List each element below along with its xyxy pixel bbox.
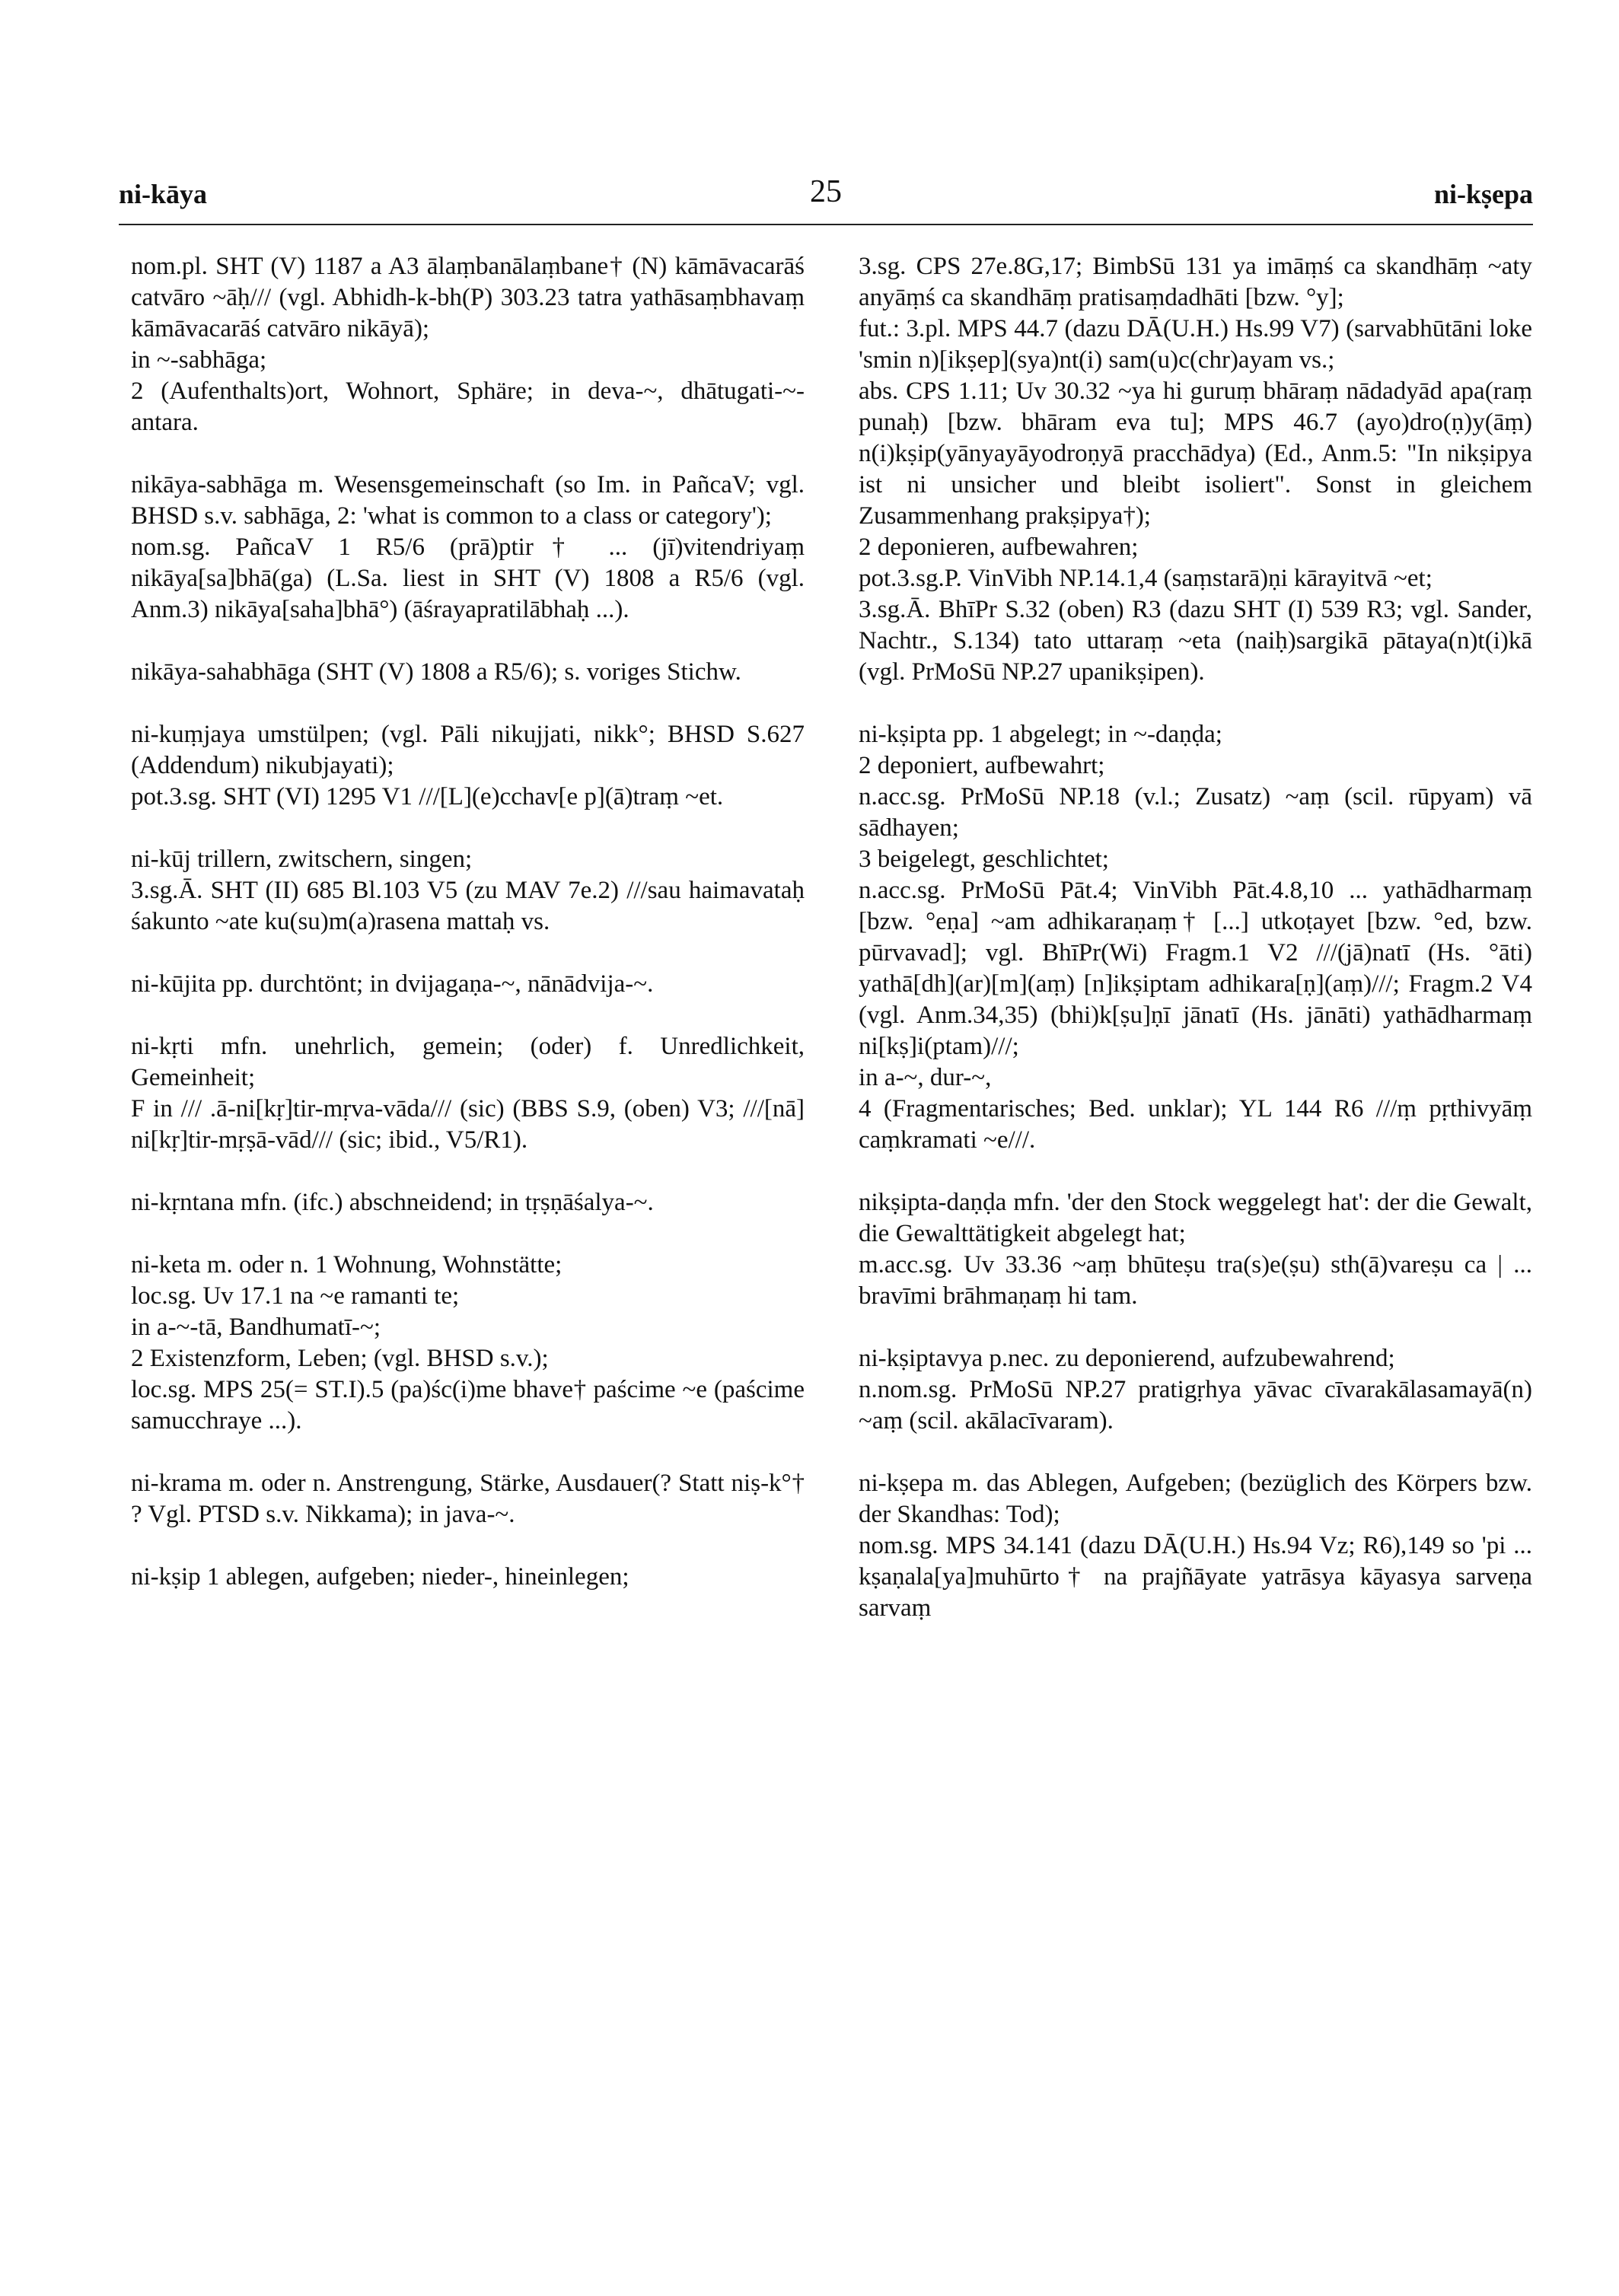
entry-line: 3 beigelegt, geschlichtet; bbox=[859, 845, 1109, 873]
running-header bbox=[119, 174, 1533, 216]
entry-line: 2 deponiert, aufbewahrt; bbox=[859, 752, 1105, 779]
entry-ni-kujita bbox=[131, 969, 805, 1000]
entry-ni-krti bbox=[131, 1031, 805, 1156]
entry-line: pot.3.sg. SHT (VI) 1295 V1 ///[L](e)cchav[e p](ā)traṃ ~et. bbox=[131, 783, 724, 810]
entry-ni-ksipta bbox=[859, 719, 1532, 1156]
entry-line: ni-kṛti mfn. unehrlich, gemein; (oder) f. Unredlichkeit, Gemeinheit; bbox=[131, 1033, 805, 1091]
entry-ni-keta bbox=[131, 1250, 805, 1437]
entry-ni-krama bbox=[131, 1468, 805, 1530]
entry-line: 3.sg.Ā. SHT (II) 685 Bl.103 V5 (zu MAV 7e.2) ///sau haimavataḥ śakunto ~ate ku(su)m(a)rasena mattaḥ vs. bbox=[131, 877, 805, 935]
entry-line: pot.3.sg.P. VinVibh NP.14.1,4 (saṃstarā)ṇi kārayitvā ~et; bbox=[859, 565, 1433, 592]
entry-line: loc.sg. Uv 17.1 na ~e ramanti te; bbox=[131, 1282, 460, 1310]
header-left-headword: ni-kāya bbox=[119, 179, 208, 209]
left-column bbox=[131, 251, 805, 1624]
entry-line: nom.pl. SHT (V) 1187 a A3 ālaṃbanālaṃbane† (N) kāmāvacarāś catvāro ~āḥ/// (vgl. Abhidh-k-bh(P) 303.23 tatra yathāsaṃbhavaṃ kāmāvacarāś catvāro nikāyā); bbox=[131, 253, 805, 342]
entry-line: nikāya-sabhāga m. Wesensgemeinschaft (so Im. in PañcaV; vgl. BHSD s.v. sabhāga, 2: 'what is common to a class or category'); bbox=[131, 471, 805, 530]
entry-line: 2 deponieren, aufbewahren; bbox=[859, 533, 1139, 561]
entry-line: nikṣipta-daṇḍa mfn. 'der den Stock weggelegt hat': der die Gewalt, die Gewalttätigkeit abgelegt hat; bbox=[859, 1189, 1532, 1247]
entry-line: n.nom.sg. PrMoSū NP.27 pratigṛhya yāvac cīvarakālasamayā(n) ~aṃ (scil. akālacīvaram). bbox=[859, 1376, 1532, 1435]
entry-line: ni-kṣip 1 ablegen, aufgeben; nieder-, hineinlegen; bbox=[131, 1563, 629, 1591]
entry-line: ni-kṣipta pp. 1 abgelegt; in ~-daṇḍa; bbox=[859, 721, 1222, 748]
entry-line: 3.sg. CPS 27e.8G,17; BimbSū 131 ya imāṃś ca skandhāṃ ~aty anyāṃś ca skandhāṃ pratisaṃdadhāti [bzw. °y]; bbox=[859, 253, 1532, 311]
entry-line: ni-krama m. oder n. Anstrengung, Stärke, Ausdauer(? Statt niṣ-k°† ? Vgl. PTSD s.v. Nikkama); in java-~. bbox=[131, 1470, 805, 1528]
right-column bbox=[859, 251, 1532, 1655]
entry-line: abs. CPS 1.11; Uv 30.32 ~ya hi guruṃ bhāraṃ nādadyād apa(raṃ punaḥ) [bzw. bhāram eva tu]; MPS 46.7 (ayo)dro(ṇ)y(āṃ) n(i)kṣip(yānyayāyodroṇyā pracchādya) (Ed., Anm.5: "In nikṣipya ist ni unsicher und bleibt isoliert". Sonst in gleichem Zusammenhang prakṣipya†); bbox=[859, 377, 1532, 530]
entry-line: ni-kṛntana mfn. (ifc.) abschneidend; in tṛṣṇāśalya-~. bbox=[131, 1189, 654, 1216]
entry-line: n.acc.sg. PrMoSū NP.18 (v.l.; Zusatz) ~aṃ (scil. rūpyam) vā sādhayen; bbox=[859, 783, 1532, 842]
entry-ni-ksip bbox=[131, 1562, 805, 1593]
entry-line: in a-~, dur-~, bbox=[859, 1064, 992, 1091]
entry-line: ni-kṣepa m. das Ablegen, Aufgeben; (bezüglich des Körpers bzw. der Skandhas: Tod); bbox=[859, 1470, 1532, 1528]
entry-line: nom.sg. MPS 34.141 (dazu DĀ(U.H.) Hs.94 Vz; R6),149 so 'pi ... kṣaṇala[ya]muhūrto† na prajñāyate yatrāsya kāyasya sarveṇa sarvaṃ bbox=[859, 1532, 1532, 1622]
entry-line: loc.sg. MPS 25(= ST.I).5 (pa)śc(i)me bhave† paścime ~e (paścime samucchraye ...). bbox=[131, 1376, 805, 1435]
entry-ni-kuj bbox=[131, 844, 805, 938]
entry-line: 2 Existenzform, Leben; (vgl. BHSD s.v.); bbox=[131, 1345, 549, 1372]
entry-line: ni-kūjita pp. durchtönt; in dvijagaṇa-~, nānādvija-~. bbox=[131, 970, 654, 998]
entry-nikaya-sahabhaga bbox=[131, 657, 805, 688]
entry-nikaya-sabhaga bbox=[131, 470, 805, 626]
entry-ni-kumjaya bbox=[131, 719, 805, 813]
entry-ni-ksip-continued bbox=[859, 251, 1532, 688]
entry-ni-ksiptavya bbox=[859, 1343, 1532, 1437]
entry-line: 3.sg.Ā. BhīPr S.32 (oben) R3 (dazu SHT (I) 539 R3; vgl. Sander, Nachtr., S.134) tato uttaraṃ ~eta (naiḥ)sargikā pātaya(n)t(i)kā (vgl. PrMoSū NP.27 upanikṣipen). bbox=[859, 596, 1532, 686]
header-right-headword: ni-kṣepa bbox=[1433, 179, 1533, 209]
entry-line: ni-keta m. oder n. 1 Wohnung, Wohnstätte; bbox=[131, 1251, 563, 1279]
entry-line: in a-~-tā, Bandhumatī-~; bbox=[131, 1314, 381, 1341]
entry-line: nikāya-sahabhāga (SHT (V) 1808 a R5/6); s. voriges Stichw. bbox=[131, 658, 741, 686]
entry-line: ni-kūj trillern, zwitschern, singen; bbox=[131, 845, 473, 873]
entry-niksipta-danda bbox=[859, 1187, 1532, 1312]
header-rule bbox=[119, 224, 1533, 225]
entry-line: 4 (Fragmentarisches; Bed. unklar); YL 144 R6 ///ṃ pṛthivyāṃ caṃkramati ~e///. bbox=[859, 1095, 1532, 1154]
entry-ni-krntana bbox=[131, 1187, 805, 1218]
entry-nikaya-continued bbox=[131, 251, 805, 438]
entry-line: in ~-sabhāga; bbox=[131, 346, 267, 374]
entry-line: ni-kuṃjaya umstülpen; (vgl. Pāli nikujjati, nikk°; BHSD S.627 (Addendum) nikubjayati); bbox=[131, 721, 805, 779]
entry-line: m.acc.sg. Uv 33.36 ~aṃ bhūteṣu tra(s)e(ṣu) sth(ā)vareṣu ca | ... bravīmi brāhmaṇaṃ hi tam. bbox=[859, 1251, 1532, 1310]
entry-line: F in /// .ā-ni[kṛ]tir-mṛva-vāda/// (sic) (BBS S.9, (oben) V3; ///[nā] ni[kṛ]tir-mṛṣā-vād/// (sic; ibid., V5/R1). bbox=[131, 1095, 805, 1154]
entry-line: 2 (Aufenthalts)ort, Wohnort, Sphäre; in deva-~, dhātugati-~-antara. bbox=[131, 377, 805, 436]
entry-line: nom.sg. PañcaV 1 R5/6 (prā)ptir† ... (jī)vitendriyaṃ nikāya[sa]bhā(ga) (L.Sa. liest in SHT (V) 1808 a R5/6 (vgl. Anm.3) nikāya[saha]bhā°) (āśrayapratilābhaḥ ...). bbox=[131, 533, 805, 623]
entry-line: fut.: 3.pl. MPS 44.7 (dazu DĀ(U.H.) Hs.99 V7) (sarvabhūtāni loke 'smin n)[ikṣep](sya)nt(i) sam(u)c(chr)ayam vs.; bbox=[859, 315, 1532, 374]
page-number: 25 bbox=[810, 174, 842, 209]
entry-line: ni-kṣiptavya p.nec. zu deponierend, aufzubewahrend; bbox=[859, 1345, 1395, 1372]
entry-ni-ksepa bbox=[859, 1468, 1532, 1624]
entry-line: n.acc.sg. PrMoSū Pāt.4; VinVibh Pāt.4.8,10 ... yathādharmaṃ [bzw. °eṇa] ~am adhikaraṇaṃ† [...] utkoṭayet [bzw. °ed, bzw. pūrvavad]; vgl. BhīPr(Wi) Fragm.1 V2 ///(jā)natī (Hs. °āti) yathā[dh](ar)[m](aṃ) [n]ikṣiptam adhikara[ṇ](aṃ)///; Fragm.2 V4 (vgl. Anm.34,35) (bhi)k[ṣu]ṇī jānatī (Hs. jānāti) yathādharmaṃ ni[kṣ]i(ptam)///; bbox=[859, 877, 1532, 1060]
